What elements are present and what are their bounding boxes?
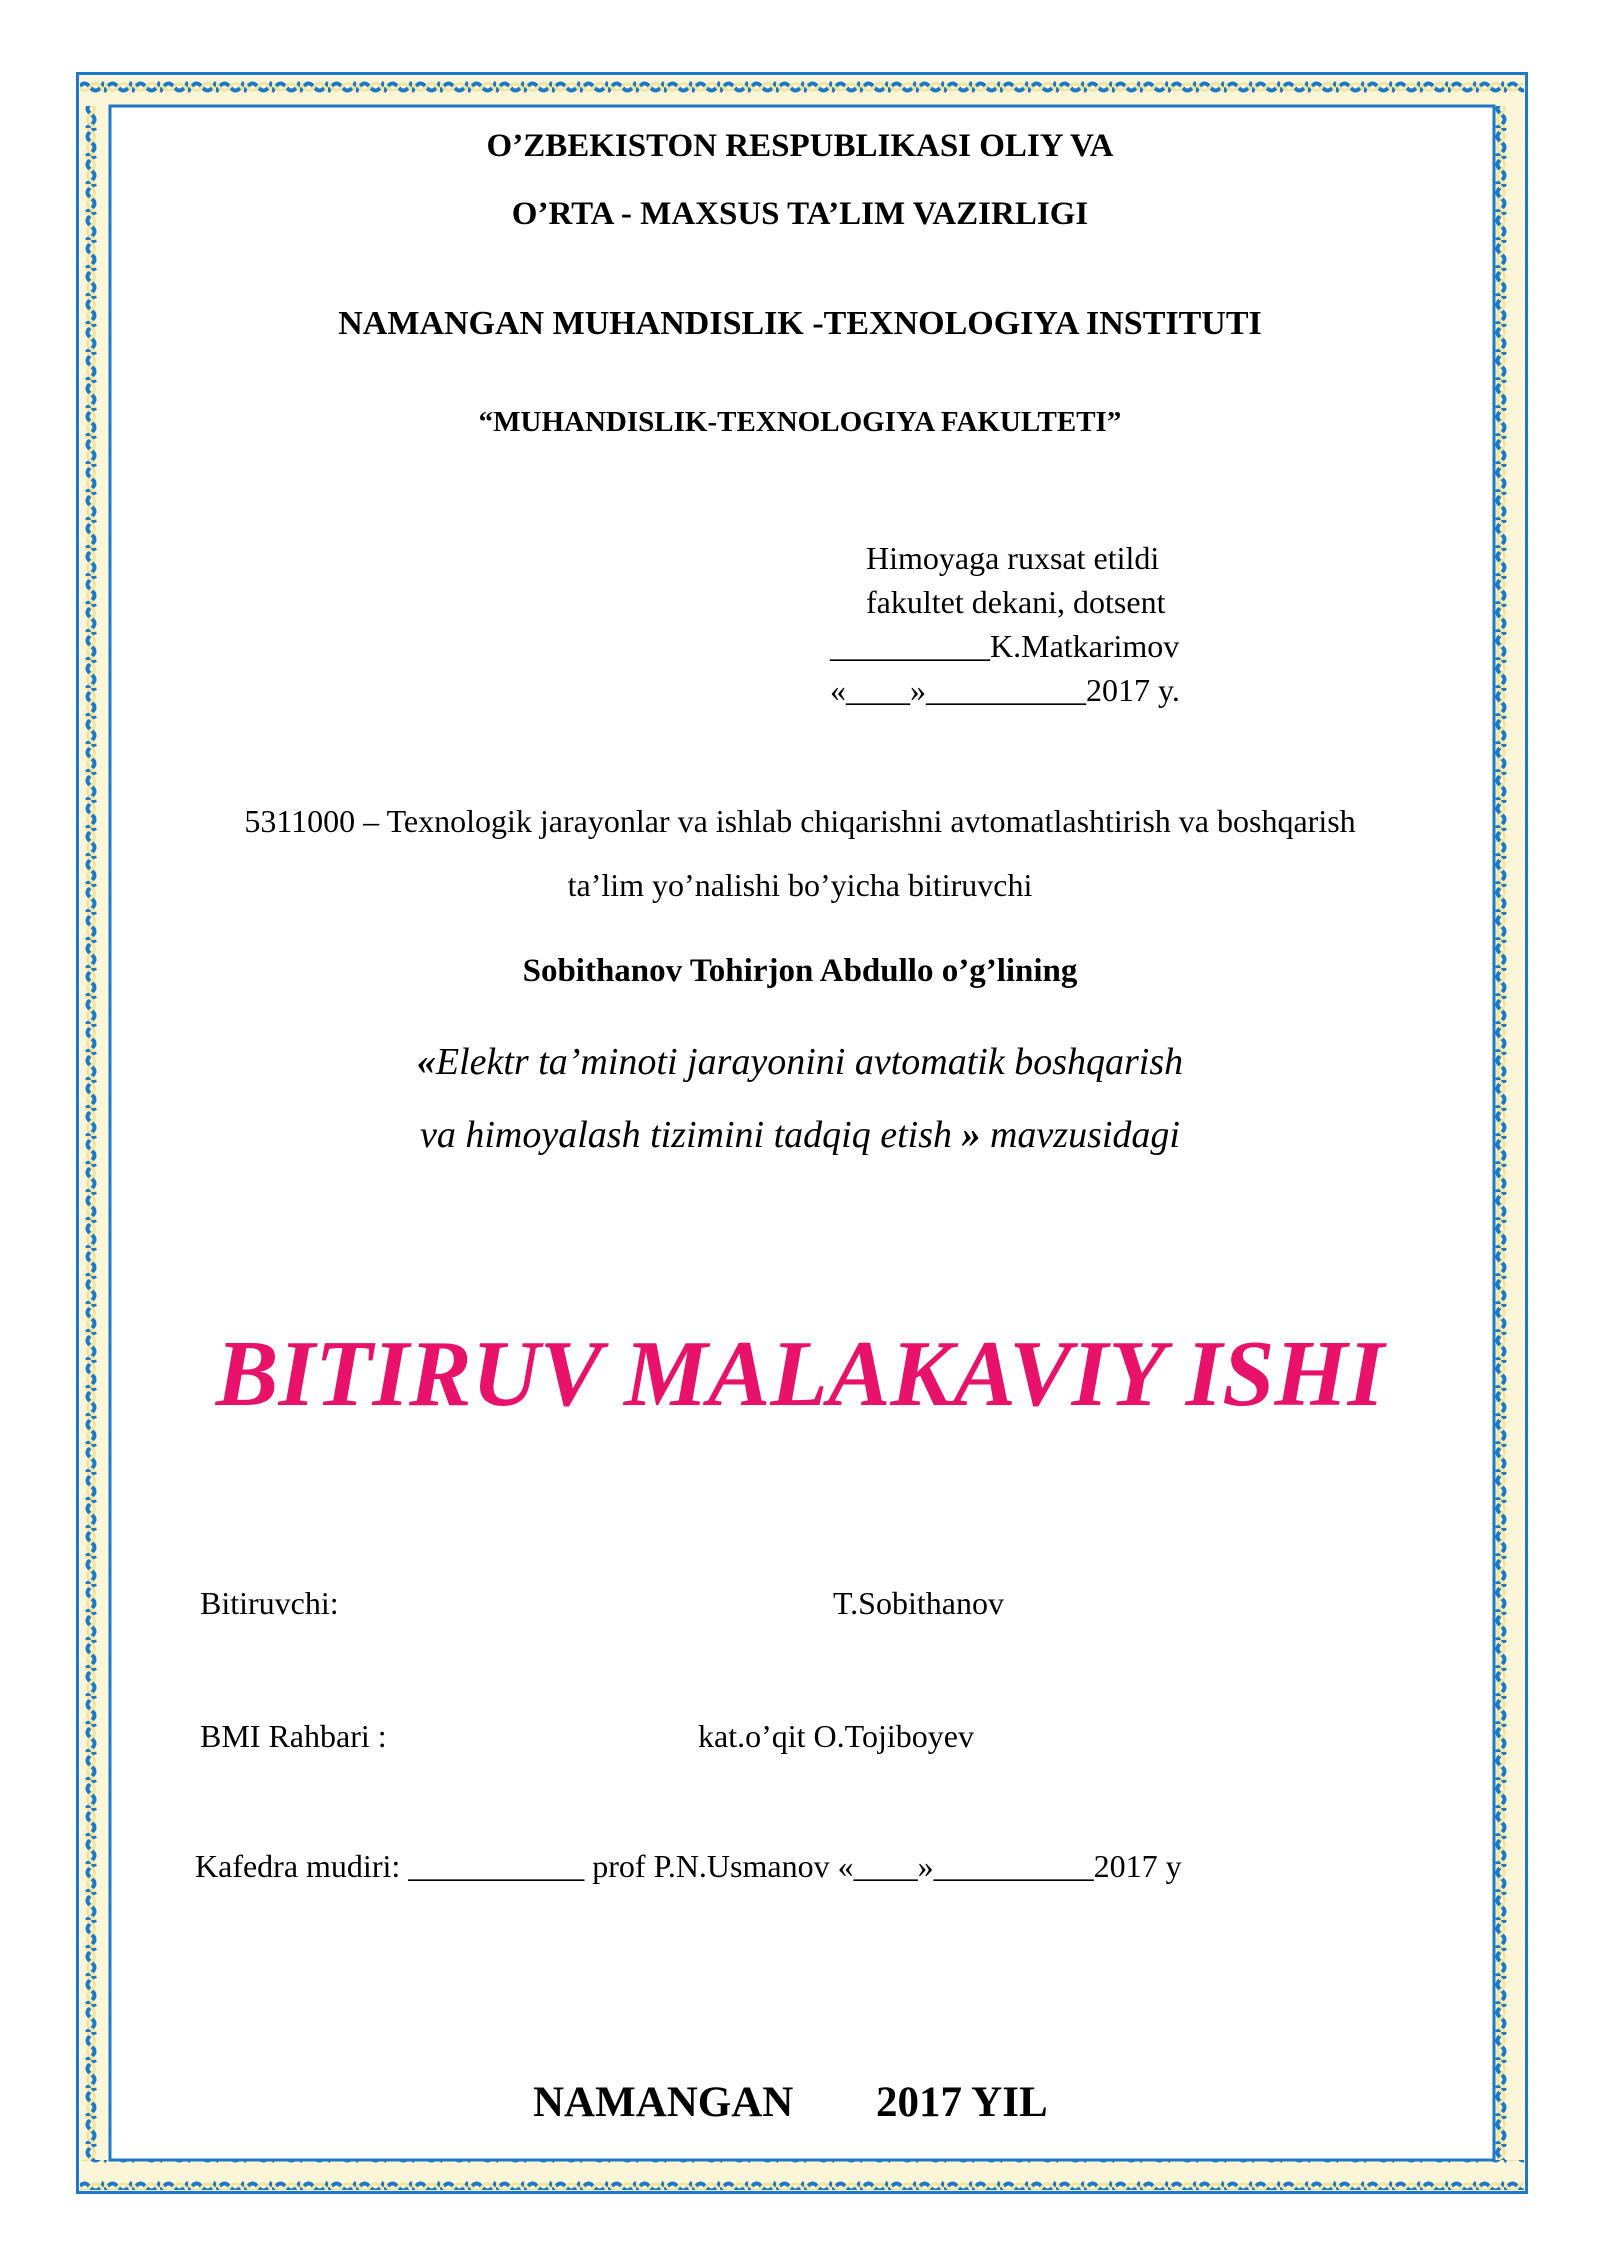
department-head-line: Kafedra mudiri: ___________ prof P.N.Usmanov «____»__________2017 y bbox=[195, 1848, 1182, 1884]
approval-line-2: fakultet dekani, dotsent bbox=[866, 584, 1166, 620]
document-title: BITIRUV MALAKAVIY ISHI bbox=[215, 1322, 1385, 1426]
ministry-line-1: O’ZBEKISTON RESPUBLIKASI OLIY VA bbox=[486, 128, 1114, 164]
faculty-name: “MUHANDISLIK-TEXNOLOGIYA FAKULTETI” bbox=[478, 406, 1122, 438]
direction-line-2: ta’lim yo’nalishi bo’yicha bitiruvchi bbox=[567, 867, 1033, 903]
ministry-line-2: O’RTA - MAXSUS TA’LIM VAZIRLIGI bbox=[511, 196, 1089, 232]
approval-date-line: «____»__________2017 y. bbox=[830, 672, 1180, 708]
student-name: Sobithanov Tohirjon Abdullo o’g’lining bbox=[522, 953, 1078, 989]
footer-year: 2017 YIL bbox=[876, 2079, 1048, 2126]
approval-line-1: Himoyaga ruxsat etildi bbox=[866, 540, 1160, 576]
approval-signature-line: __________K.Matkarimov bbox=[830, 628, 1180, 664]
topic-close-quote: » bbox=[961, 1114, 981, 1156]
institute-name: NAMANGAN MUHANDISLIK -TEXNOLOGIYA INSTITUTI bbox=[338, 305, 1262, 342]
topic-text-1: Elektr ta’minoti jarayonini avtomatik boshqarish bbox=[435, 1041, 1184, 1083]
supervisor-label: BMI Rahbari : bbox=[200, 1718, 387, 1754]
graduate-name: T.Sobithanov bbox=[833, 1585, 1004, 1621]
footer-city: NAMANGAN bbox=[533, 2079, 794, 2126]
topic-line-2 bbox=[0, 1113, 1600, 1157]
topic-text-2: va himoyalash tizimini tadqiq etish bbox=[420, 1114, 962, 1156]
supervisor-name: kat.o’qit O.Tojiboyev bbox=[698, 1718, 974, 1754]
graduate-label: Bitiruvchi: bbox=[200, 1585, 339, 1621]
topic-open-quote: « bbox=[416, 1041, 436, 1083]
direction-line-1: 5311000 – Texnologik jarayonlar va ishlab chiqarishni avtomatlashtirish va boshqarish bbox=[244, 803, 1356, 839]
topic-line-1 bbox=[0, 1040, 1600, 1084]
topic-text-3: mavzusidagi bbox=[980, 1114, 1180, 1156]
